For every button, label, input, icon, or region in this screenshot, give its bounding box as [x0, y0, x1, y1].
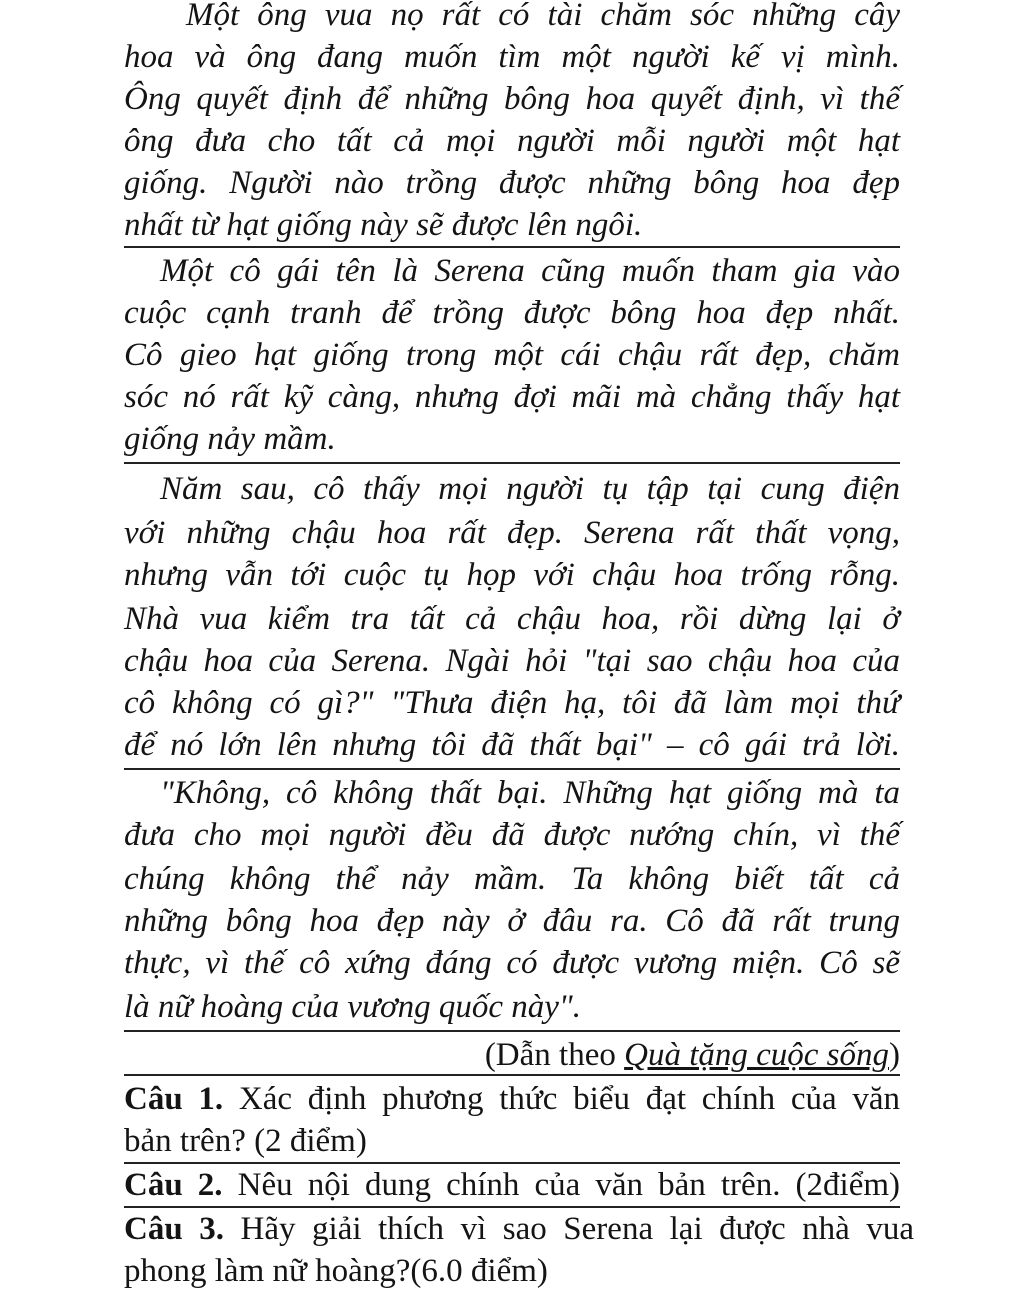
- question-2-label: Câu 2.: [124, 1167, 223, 1203]
- question-3-label: Câu 3.: [124, 1211, 224, 1247]
- p2-line-4: sóc nó rất kỹ càng, nhưng đợi mãi mà chẳng thấy hạt: [124, 379, 900, 415]
- p1-line-4: ông đưa cho tất cả mọi người mỗi người một hạt: [124, 123, 900, 159]
- p1-line-2: hoa và ông đang muốn tìm một người kế vị mình.: [124, 39, 900, 75]
- divider: [124, 1030, 900, 1032]
- p3-line-6: cô không có gì?" "Thưa điện hạ, tôi đã làm mọi thứ: [124, 685, 900, 721]
- question-2-line-1: [124, 1164, 900, 1206]
- question-1-text: Xác định phương thức biểu đạt chính của văn: [223, 1081, 900, 1117]
- p2-line-5: giống nảy mầm.: [124, 421, 336, 457]
- divider: [124, 1074, 900, 1076]
- source-title: Quà tặng cuộc sống: [624, 1037, 889, 1073]
- p4-line-6: là nữ hoàng của vương quốc này".: [124, 989, 581, 1025]
- p3-line-3: nhưng vẫn tới cuộc tụ họp với chậu hoa trống rỗng.: [124, 557, 900, 593]
- p2-line-2: cuộc cạnh tranh để trồng được bông hoa đẹp nhất.: [124, 295, 900, 331]
- p4-line-1: "Không, cô không thất bại. Những hạt giống mà ta: [160, 775, 900, 811]
- question-2-text: Nêu nội dung chính của văn bản trên. (2điểm): [222, 1167, 901, 1203]
- p3-line-2: với những chậu hoa rất đẹp. Serena rất thất vọng,: [124, 515, 900, 551]
- p3-line-4: Nhà vua kiểm tra tất cả chậu hoa, rồi dừng lại ở: [124, 601, 900, 637]
- p3-line-7: để nó lớn lên nhưng tôi đã thất bại" – cô gái trả lời.: [124, 727, 900, 763]
- p1-line-1: Một ông vua nọ rất có tài chăm sóc những cây: [186, 0, 900, 33]
- divider: [124, 462, 900, 464]
- question-3-line-2: phong làm nữ hoàng?(6.0 điểm): [124, 1253, 548, 1289]
- divider: [124, 246, 900, 248]
- p3-line-1: Năm sau, cô thấy mọi người tụ tập tại cung điện: [160, 471, 900, 507]
- p1-line-5: giống. Người nào trồng được những bông hoa đẹp: [124, 165, 900, 201]
- question-3-text: Hãy giải thích vì sao Serena lại được nhà vua: [223, 1211, 915, 1247]
- p4-line-5: thực, vì thế cô xứng đáng có được vương miện. Cô sẽ: [124, 945, 900, 981]
- p1-line-6: nhất từ hạt giống này sẽ được lên ngôi.: [124, 207, 643, 243]
- p2-line-3: Cô gieo hạt giống trong một cái chậu rất đẹp, chăm: [124, 337, 900, 373]
- p2-line-1: Một cô gái tên là Serena cũng muốn tham gia vào: [160, 253, 900, 289]
- p4-line-2: đưa cho mọi người đều đã được nướng chín, vì thế: [124, 817, 900, 853]
- question-1-line-1: [124, 1078, 900, 1120]
- source-prefix: (Dẫn theo: [484, 1037, 625, 1073]
- divider: [124, 768, 900, 770]
- question-1-label: Câu 1.: [124, 1081, 224, 1117]
- question-1-line-2: bản trên? (2 điểm): [124, 1123, 367, 1159]
- source-citation: [124, 1034, 900, 1076]
- p4-line-4: những bông hoa đẹp này ở đâu ra. Cô đã rất trung: [124, 903, 900, 939]
- source-suffix: ): [889, 1037, 900, 1073]
- p4-line-3: chúng không thể nảy mầm. Ta không biết tất cả: [124, 861, 900, 897]
- question-3-line-1: [124, 1208, 914, 1250]
- p1-line-3: Ông quyết định để những bông hoa quyết định, vì thế: [124, 81, 900, 117]
- p3-line-5: chậu hoa của Serena. Ngài hỏi "tại sao chậu hoa của: [124, 643, 900, 679]
